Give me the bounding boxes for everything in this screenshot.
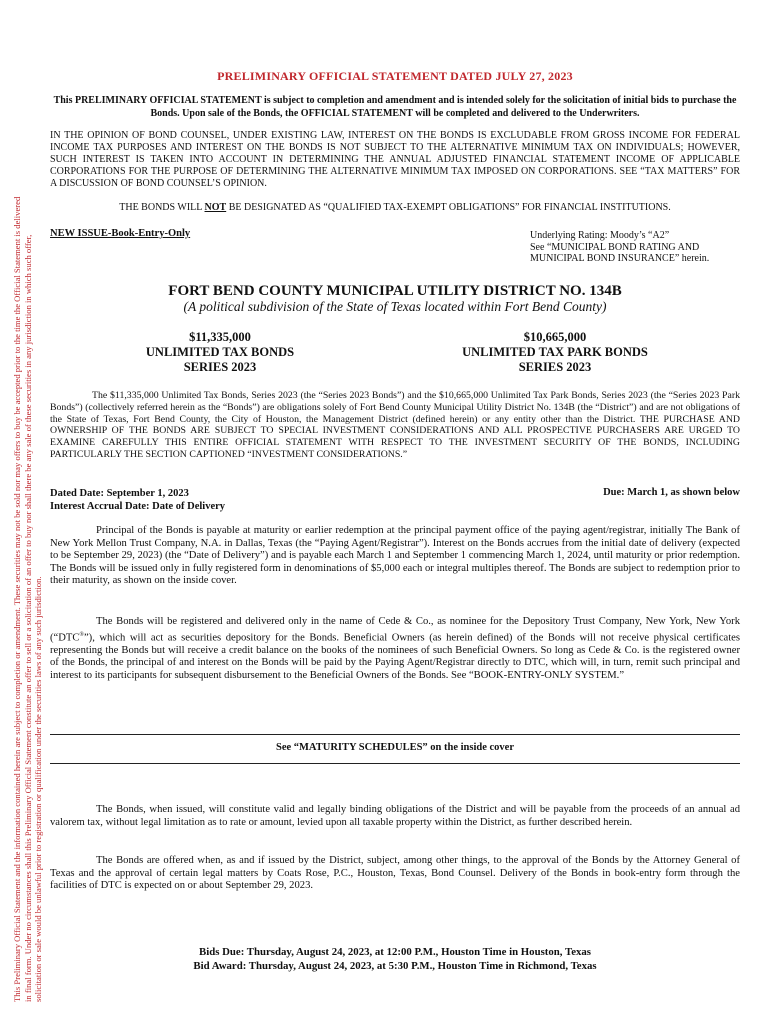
bond-name: UNLIMITED TAX PARK BONDS (462, 345, 648, 359)
bond-amount: $10,665,000 (523, 330, 587, 344)
divider (50, 763, 740, 764)
rating-line: Underlying Rating: Moody’s “A2” (530, 230, 670, 241)
document-title: PRELIMINARY OFFICIAL STATEMENT DATED JULY 27, 2023 (217, 69, 573, 83)
registration-text-after: ”), which will act as securities depository for the Bonds. Beneficial Owners (as herein defined) of the Bonds will not receive physical certificates representing the Bonds but will receive a credit balance on the books of the nominees of such Beneficial Owners. So long as Cede & Co. is the registered owner of the Bonds, the principal of and interest on the Bonds will be paid by the Paying Agent/Registrar directly to DTC, which will, in turn, remit such principal and interest to its participants for subsequent disbursement to the Beneficial Owners of the Bonds. See “BOOK-ENTRY-ONLY SYSTEM.” (50, 632, 740, 681)
qualified-text-before: THE BONDS WILL (119, 202, 205, 213)
dated-block (50, 487, 225, 513)
bids-due: Bids Due: Thursday, August 24, 2023, at 12:00 P.M., Houston Time in Houston, Texas (199, 946, 591, 958)
interest-accrual-date: Interest Accrual Date: Date of Delivery (50, 501, 226, 512)
bond-series: SERIES 2023 (183, 360, 257, 374)
bond-amount: $11,335,000 (189, 330, 251, 344)
registration-paragraph (50, 616, 740, 683)
bond-issue-tax (95, 330, 345, 375)
rating-block (530, 230, 740, 265)
qualified-not: NOT (204, 202, 227, 213)
principal-paragraph: Principal of the Bonds is payable at maturity or earlier redemption at the principal payment office of the paying agent/registrar, initially The Bank of New York Mellon Trust Company, N.A. in Dallas, Texas (the “Paying Agent/Registrar”). Interest on the Bonds accrues from the initial date of delivery (expected to be September 29, 2023) (the “Date of Delivery”) and is payable each March 1 and September 1 commencing March 1, 2024, until maturity or prior redemption. The Bonds will be issued only in fully registered form in denominations of $5,000 each or integral multiples thereof. The Bonds are subject to redemption prior to their maturity, as shown on the inside cover. (50, 525, 740, 587)
preliminary-notice: This PRELIMINARY OFFICIAL STATEMENT is subject to completion and amendment and is intended solely for the solicitation of initial bids to purchase the Bonds. Upon sale of the Bonds, the OFFICIAL STATEMENT will be completed and delivered to the Underwriters. (53, 95, 737, 119)
district-name: FORT BEND COUNTY MUNICIPAL UTILITY DISTRICT NO. 134B (168, 283, 622, 299)
bond-name: UNLIMITED TAX BONDS (145, 345, 295, 359)
registration-text-before: The Bonds will be registered and delivered only in the name of Cede & Co., as nominee for the Depository Trust Company, New York, New York (“DTC (50, 616, 740, 644)
rating-line: See “MUNICIPAL BOND RATING AND (530, 241, 700, 253)
bid-award: Bid Award: Thursday, August 24, 2023, at 5:30 P.M., Houston Time in Richmond, Texas (193, 960, 597, 972)
divider (50, 734, 740, 735)
registered-mark: ® (79, 631, 84, 638)
new-issue-label: NEW ISSUE-Book-Entry-Only (50, 228, 191, 239)
maturity-schedules-note: See “MATURITY SCHEDULES” on the inside cover (275, 742, 514, 753)
side-disclaimer-line: This Preliminary Official Statement and the information contained herein are subject to completion or amendment. These securities may not be sold nor may offers to buy be accepted prior to the time the Official Statement is delivered (12, 196, 22, 1002)
side-disclaimer-line: in final form. Under no circumstances shall this Preliminary Official Statement constitute an offer to sell or a solicitation of an offer to buy nor shall there be any sale of these securities in any jurisdiction in which such offer, (22, 234, 33, 1002)
qualified-tax-exempt-note (50, 202, 740, 213)
bid-info (50, 945, 740, 973)
due-date: Due: March 1, as shown below (603, 487, 740, 498)
offering-paragraph: The Bonds are offered when, as and if issued by the District, subject, among other things, to the approval of the Bonds by the Attorney General of Texas and the approval of certain legal matters by Coats Rose, P.C., Houston, Texas, Bond Counsel. Delivery of the Bonds in book-entry form through the facilities of DTC is expected on or about September 29, 2023. (50, 855, 740, 892)
qualified-text-after: BE DESIGNATED AS “QUALIFIED TAX-EXEMPT OBLIGATIONS” FOR FINANCIAL INSTITUTIONS. (226, 202, 671, 213)
obligations-paragraph: The Bonds, when issued, will constitute valid and legally binding obligations of the District and will be payable from the proceeds of an annual ad valorem tax, without legal limitation as to rate or amount, levied upon all taxable property within the District, as further described herein. (50, 804, 740, 828)
intro-paragraph: The $11,335,000 Unlimited Tax Bonds, Series 2023 (the “Series 2023 Bonds”) and the $10,665,000 Unlimited Tax Park Bonds, Series 2023 (the “Series 2023 Park Bonds”) (collectively referred herein as the “Bonds”) are obligations solely of Fort Bend County Municipal Utility District No. 134B (the “District”) and are not obligations of the State of Texas, Fort Bend County, the City of Houston, the Management District (defined herein) or any entity other than the District. THE PURCHASE AND OWNERSHIP OF THE BONDS ARE SUBJECT TO SPECIAL INVESTMENT CONSIDERATIONS AND ALL PROSPECTIVE PURCHASERS ARE URGED TO EXAMINE CAREFULLY THIS ENTIRE OFFICIAL STATEMENT WITH RESPECT TO THE INVESTMENT SECURITY OF THE BONDS, INCLUDING PARTICULARLY THE SECTION CAPTIONED “INVESTMENT CONSIDERATIONS.” (50, 390, 740, 460)
rating-line: MUNICIPAL BOND INSURANCE” herein. (530, 253, 710, 264)
dated-date: Dated Date: September 1, 2023 (50, 488, 189, 499)
bond-counsel-opinion: IN THE OPINION OF BOND COUNSEL, UNDER EXISTING LAW, INTEREST ON THE BONDS IS EXCLUDABLE FROM GROSS INCOME FOR FEDERAL INCOME TAX PURPOSES AND INTEREST ON THE BONDS IS NOT SUBJECT TO THE ALTERNATIVE MINIMUM TAX ON INDIVIDUALS; HOWEVER, SUCH INTEREST IS TAKEN INTO ACCOUNT IN DETERMINING THE ANNUAL ADJUSTED FINANCIAL STATEMENT INCOME OF APPLICABLE CORPORATIONS FOR THE PURPOSE OF DETERMINING THE ALTERNATIVE MINIMUM TAX IMPOSED ON CORPORATIONS. SEE “TAX MATTERS” FOR A DISCUSSION OF BOND COUNSEL’S OPINION. (50, 130, 740, 189)
district-subtitle: (A political subdivision of the State of Texas located within Fort Bend County) (183, 299, 607, 314)
bond-series: SERIES 2023 (518, 360, 592, 374)
side-disclaimer-line: solicitation or sale would be unlawful prior to registration or qualification under the securities laws of any such jurisdiction. (33, 576, 43, 1002)
bond-issue-park (430, 330, 680, 375)
